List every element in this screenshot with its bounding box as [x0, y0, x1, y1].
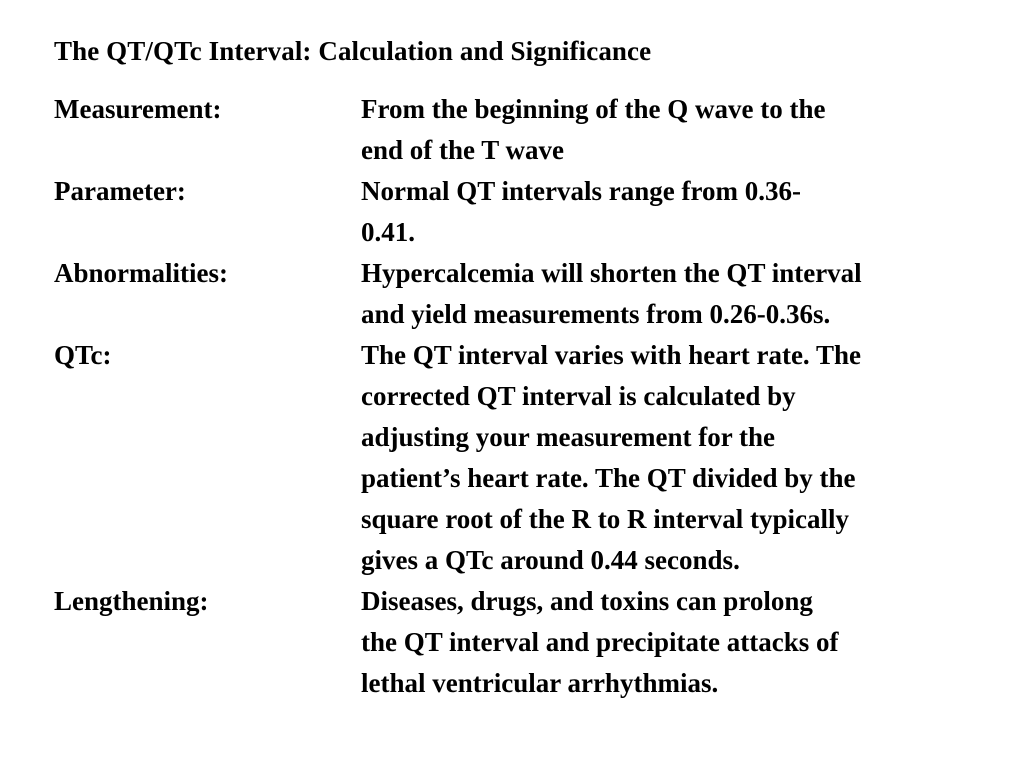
entry-abnormalities [54, 253, 994, 335]
definition-line: gives a QTc around 0.44 seconds. [361, 545, 740, 575]
definition-line: lethal ventricular arrhythmias. [361, 668, 719, 698]
slide-title: The QT/QTc Interval: Calculation and Significance [54, 36, 652, 66]
definition-line: From the beginning of the Q wave to the [361, 94, 826, 124]
definition-list [54, 89, 994, 704]
definition-line: patient’s heart rate. The QT divided by the [361, 463, 856, 493]
definition-line: adjusting your measurement for the [361, 422, 775, 452]
definition-text [361, 335, 993, 581]
definition-text [361, 171, 993, 253]
definition-line: Normal QT intervals range from 0.36- [361, 176, 801, 206]
definition-text [361, 253, 993, 335]
definition-text [361, 89, 993, 171]
definition-line: corrected QT interval is calculated by [361, 381, 796, 411]
definition-line: The QT interval varies with heart rate. The [361, 340, 861, 370]
term-label: Lengthening: [54, 586, 209, 616]
entry-measurement [54, 89, 994, 171]
term-label: Measurement: [54, 94, 222, 124]
definition-line: Diseases, drugs, and toxins can prolong [361, 586, 813, 616]
definition-line: 0.41. [361, 217, 415, 247]
term-label: Parameter: [54, 176, 186, 206]
definition-text [361, 581, 993, 704]
definition-line: end of the T wave [361, 135, 565, 165]
entry-parameter [54, 171, 994, 253]
definition-line: and yield measurements from 0.26-0.36s. [361, 299, 831, 329]
term-label: QTc: [54, 340, 112, 370]
entry-qtc [54, 335, 994, 581]
term-label: Abnormalities: [54, 258, 228, 288]
definition-line: Hypercalcemia will shorten the QT interval [361, 258, 862, 288]
definition-line: the QT interval and precipitate attacks of [361, 627, 839, 657]
entry-lengthening [54, 581, 994, 704]
definition-line: square root of the R to R interval typically [361, 504, 849, 534]
